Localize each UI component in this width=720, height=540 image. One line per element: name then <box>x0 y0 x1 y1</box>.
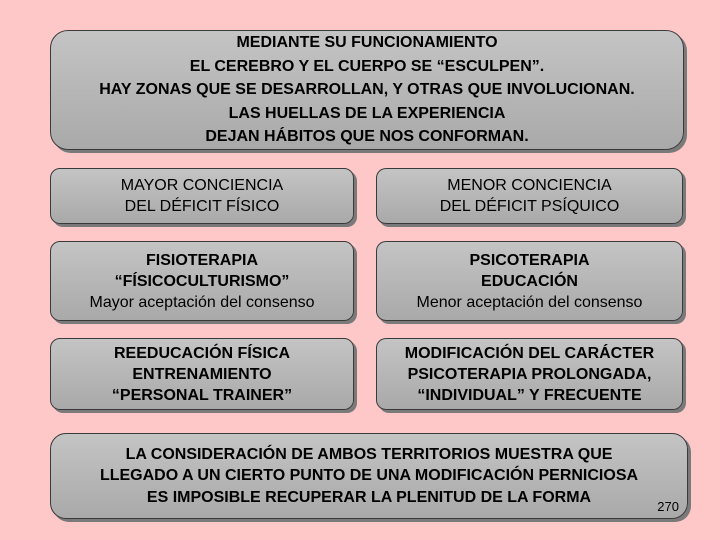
intro-line: MEDIANTE SU FUNCIONAMIENTO <box>236 34 498 52</box>
box-line: FISIOTERAPIA <box>145 251 258 269</box>
box-line: PSICOTERAPIA <box>469 251 590 269</box>
box-line: DEL DÉFICIT FÍSICO <box>124 198 280 215</box>
conclusion-line: LLEGADO A UN CIERTO PUNTO DE UNA MODIFICACIÓN PERNICIOSA <box>99 467 639 485</box>
box-line: MODIFICACIÓN DEL CARÁCTER <box>404 344 655 362</box>
box-line: Mayor aceptación del consenso <box>89 293 315 311</box>
physiotherapy-box <box>50 241 354 321</box>
page-number: 270 <box>657 498 679 514</box>
box-line: EDUCACIÓN <box>481 272 578 290</box>
box-line: REEDUCACIÓN FÍSICA <box>113 344 290 362</box>
box-line: Menor aceptación del consenso <box>416 293 643 311</box>
box-line: “FÍSICOCULTURISMO” <box>114 272 290 290</box>
box-line: ENTRENAMIENTO <box>132 365 272 383</box>
box-line: “PERSONAL TRAINER” <box>111 386 293 404</box>
box-line: PSICOTERAPIA PROLONGADA, <box>407 365 652 383</box>
character-modification-box <box>376 338 683 410</box>
intro-line: LAS HUELLAS DE LA EXPERIENCIA <box>228 104 506 122</box>
conclusion-box <box>50 433 688 519</box>
psychic-awareness-box <box>376 168 683 224</box>
intro-line: EL CEREBRO Y EL CUERPO SE “ESCULPEN”. <box>189 57 545 75</box>
conclusion-line: LA CONSIDERACIÓN DE AMBOS TERRITORIOS MUESTRA QUE <box>125 445 613 463</box>
physical-training-box <box>50 338 354 410</box>
intro-box <box>50 30 684 150</box>
intro-line: DEJAN HÁBITOS QUE NOS CONFORMAN. <box>205 128 529 146</box>
box-line: DEL DÉFICIT PSÍQUICO <box>439 198 620 215</box>
box-line: MAYOR CONCIENCIA <box>120 177 284 194</box>
box-line: MENOR CONCIENCIA <box>447 177 612 194</box>
conclusion-line: ES IMPOSIBLE RECUPERAR LA PLENITUD DE LA FORMA <box>146 488 592 506</box>
box-line: “INDIVIDUAL” Y FRECUENTE <box>417 386 642 404</box>
physical-awareness-box <box>50 168 354 224</box>
psychotherapy-box <box>376 241 683 321</box>
intro-line: HAY ZONAS QUE SE DESARROLLAN, Y OTRAS QUE INVOLUCIONAN. <box>99 81 635 99</box>
